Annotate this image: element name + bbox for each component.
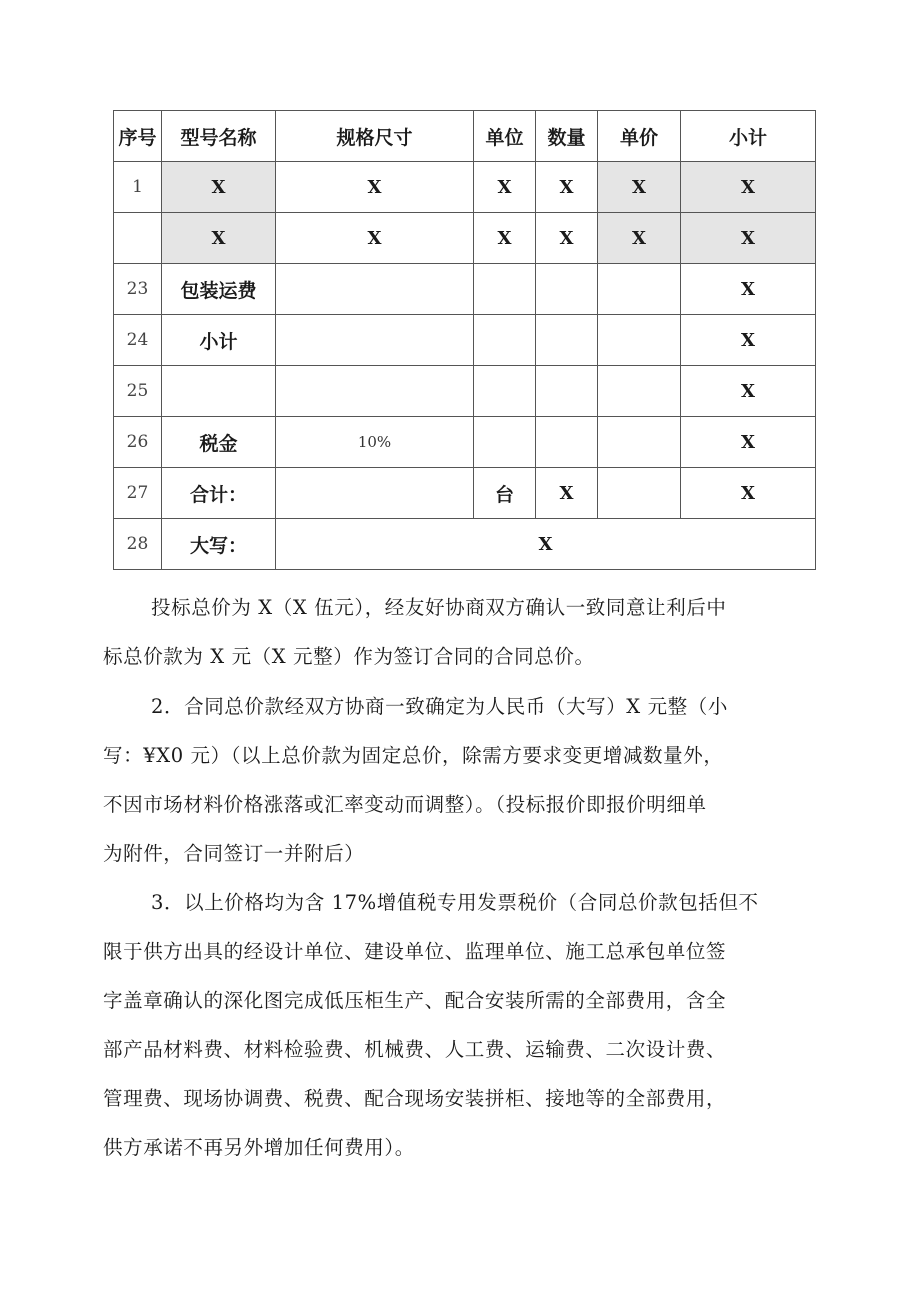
cell-spec: 10% bbox=[276, 417, 474, 468]
cell-seq: 27 bbox=[114, 468, 162, 519]
cell-qty: X bbox=[536, 213, 598, 264]
paragraph-line: 2．合同总价款经双方协商一致确定为人民币（大写）X 元整（小 bbox=[151, 695, 728, 718]
table-row bbox=[114, 468, 816, 519]
paragraph-line: 限于供方出具的经设计单位、建设单位、监理单位、施工总承包单位签 bbox=[103, 940, 727, 963]
paragraph-line: 供方承诺不再另外增加任何费用）。 bbox=[103, 1136, 415, 1159]
paragraph-contract-total bbox=[103, 682, 833, 878]
paragraph-line: 投标总价为 X（X 伍元），经友好协商双方确认一致同意让利后中 bbox=[151, 596, 727, 619]
paragraph-line: 写：¥X0 元）（以上总价款为固定总价，除需方要求变更增减数量外， bbox=[103, 744, 724, 767]
cell-price bbox=[598, 366, 681, 417]
header-qty: 数量 bbox=[536, 111, 598, 162]
cell-name: 合计： bbox=[162, 468, 276, 519]
cell-qty: X bbox=[536, 468, 598, 519]
cell-spec bbox=[276, 315, 474, 366]
cell-price bbox=[598, 468, 681, 519]
header-unit: 单位 bbox=[474, 111, 536, 162]
table-row bbox=[114, 417, 816, 468]
cell-qty bbox=[536, 264, 598, 315]
cell-seq bbox=[114, 213, 162, 264]
table-row bbox=[114, 519, 816, 570]
table-row bbox=[114, 162, 816, 213]
cell-name bbox=[162, 366, 276, 417]
cell-subtotal: X bbox=[681, 417, 816, 468]
table-row bbox=[114, 315, 816, 366]
table-header-row bbox=[114, 111, 816, 162]
paragraph-line: 字盖章确认的深化图完成低压柜生产、配合安装所需的全部费用，含全 bbox=[103, 989, 727, 1012]
paragraph-line: 3．以上价格均为含 17%增值税专用发票税价（合同总价款包括但不 bbox=[151, 891, 759, 914]
cell-unit bbox=[474, 315, 536, 366]
cell-subtotal: X bbox=[681, 213, 816, 264]
header-model-name: 型号名称 bbox=[162, 111, 276, 162]
cell-name: 小计 bbox=[162, 315, 276, 366]
cell-price bbox=[598, 315, 681, 366]
cell-qty bbox=[536, 417, 598, 468]
cell-price bbox=[598, 264, 681, 315]
cell-seq: 25 bbox=[114, 366, 162, 417]
table-row bbox=[114, 213, 816, 264]
cell-spec: X bbox=[276, 162, 474, 213]
cell-unit: X bbox=[474, 213, 536, 264]
header-unit-price: 单价 bbox=[598, 111, 681, 162]
paragraph-tax-terms bbox=[103, 878, 833, 1172]
cell-amount-in-words: X bbox=[276, 519, 816, 570]
cell-qty: X bbox=[536, 162, 598, 213]
cell-seq: 28 bbox=[114, 519, 162, 570]
cell-spec bbox=[276, 264, 474, 315]
paragraph-line: 管理费、现场协调费、税费、配合现场安装拼柜、接地等的全部费用， bbox=[103, 1087, 727, 1110]
cell-seq: 24 bbox=[114, 315, 162, 366]
cell-qty bbox=[536, 366, 598, 417]
table-row bbox=[114, 366, 816, 417]
paragraph-line: 部产品材料费、材料检验费、机械费、人工费、运输费、二次设计费、 bbox=[103, 1038, 727, 1061]
cell-seq: 1 bbox=[114, 162, 162, 213]
cell-unit bbox=[474, 366, 536, 417]
paragraph-line: 不因市场材料价格涨落或汇率变动而调整）。（投标报价即报价明细单 bbox=[103, 793, 707, 816]
header-seq: 序号 bbox=[114, 111, 162, 162]
cell-subtotal: X bbox=[681, 315, 816, 366]
cell-unit bbox=[474, 264, 536, 315]
cell-unit bbox=[474, 417, 536, 468]
cell-unit: 台 bbox=[474, 468, 536, 519]
cell-qty bbox=[536, 315, 598, 366]
table-row bbox=[114, 264, 816, 315]
cell-name: X bbox=[162, 213, 276, 264]
header-subtotal: 小计 bbox=[681, 111, 816, 162]
cell-subtotal: X bbox=[681, 264, 816, 315]
cell-price bbox=[598, 417, 681, 468]
cell-name: X bbox=[162, 162, 276, 213]
cell-seq: 26 bbox=[114, 417, 162, 468]
paragraph-line: 标总价款为 X 元（X 元整）作为签订合同的合同总价。 bbox=[103, 645, 595, 668]
cell-subtotal: X bbox=[681, 162, 816, 213]
cell-name: 大写： bbox=[162, 519, 276, 570]
quote-table bbox=[113, 110, 816, 570]
header-spec: 规格尺寸 bbox=[276, 111, 474, 162]
paragraph-line: 为附件，合同签订一并附后） bbox=[103, 842, 365, 865]
cell-unit: X bbox=[474, 162, 536, 213]
cell-name: 包装运费 bbox=[162, 264, 276, 315]
cell-spec bbox=[276, 468, 474, 519]
cell-subtotal: X bbox=[681, 468, 816, 519]
cell-price: X bbox=[598, 162, 681, 213]
cell-subtotal: X bbox=[681, 366, 816, 417]
cell-name: 税金 bbox=[162, 417, 276, 468]
paragraph-bid-price bbox=[103, 583, 833, 681]
cell-seq: 23 bbox=[114, 264, 162, 315]
cell-price: X bbox=[598, 213, 681, 264]
cell-spec: X bbox=[276, 213, 474, 264]
cell-spec bbox=[276, 366, 474, 417]
